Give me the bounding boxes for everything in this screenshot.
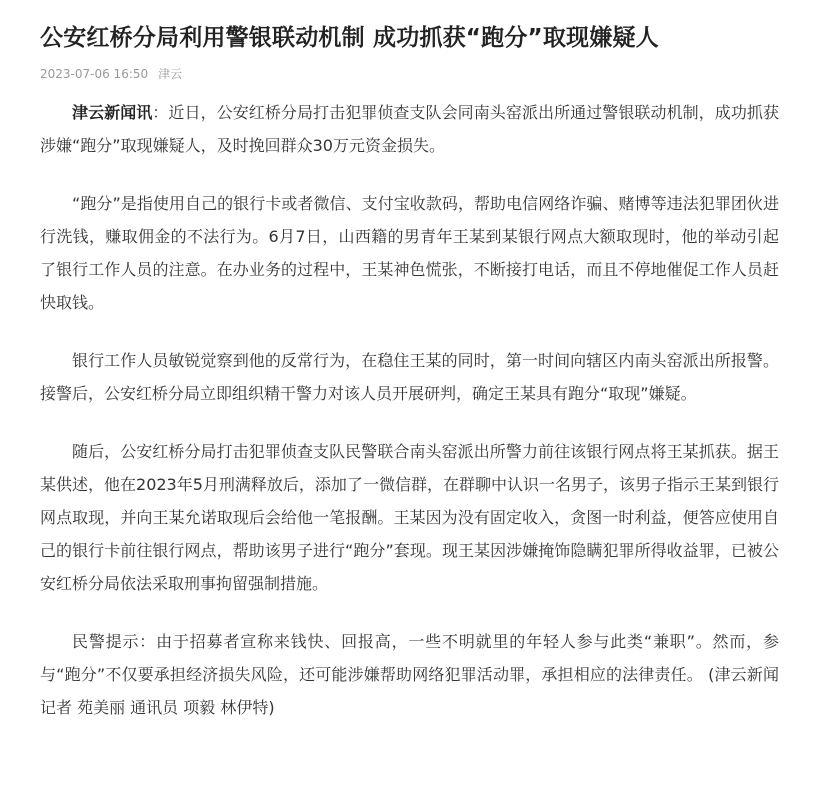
article-body [40, 96, 779, 724]
paragraph-bank-report: 银行工作人员敏锐觉察到他的反常行为，在稳住王某的同时，第一时间向辖区内南头窑派出所报警。接警后，公安红桥分局立即组织精干警力对该人员开展研判，确定王某具有跑分“取现”嫌疑。 [40, 351, 779, 403]
paragraph-arrest: 随后，公安红桥分局打击犯罪侦查支队民警联合南头窑派出所警力前往该银行网点将王某抓获。据王某供述，他在2023年5月刑满释放后，添加了一微信群，在群聊中认识一名男子，该男子指示王某到银行网点取现，并向王某允诺取现后会给他一笔报酬。王某因为没有固定收入，贪图一时利益，便答应使用自己的银行卡前往银行网点，帮助该男子进行“跑分”套现。现王某因涉嫌掩饰隐瞒犯罪所得收益罪，已被公安红桥分局依法采取刑事拘留强制措施。 [40, 442, 779, 593]
paragraph-warning: 民警提示：由于招募者宣称来钱快、回报高，一些不明就里的年轻人参与此类“兼职”。然而，参与“跑分”不仅要承担经济损失风险，还可能涉嫌帮助网络犯罪活动罪，承担相应的法律责任。 (津云新闻记者 苑美丽 通讯员 项毅 林伊特) [40, 632, 779, 717]
paragraph-definition: “跑分”是指使用自己的银行卡或者微信、支付宝收款码，帮助电信网络诈骗、赌博等违法犯罪团伙进行洗钱，赚取佣金的不法行为。6月7日，山西籍的男青年王某到某银行网点大额取现时，他的举动引起了银行工作人员的注意。在办业务的过程中，王某神色慌张，不断接打电话，而且不停地催促工作人员赶快取钱。 [40, 194, 779, 312]
paragraph-lead [40, 96, 779, 162]
article-meta [40, 66, 779, 82]
news-agency-lead: 津云新闻讯 [72, 103, 153, 122]
publish-datetime: 2023-07-06 16:50 [40, 67, 149, 81]
article-source[interactable]: 津云 [158, 67, 183, 81]
paragraph-text: ：近日，公安红桥分局打击犯罪侦查支队会同南头窑派出所通过警银联动机制，成功抓获涉嫌“跑分”取现嫌疑人，及时挽回群众30万元资金损失。 [40, 103, 779, 155]
article-title: 公安红桥分局利用警银联动机制 成功抓获“跑分”取现嫌疑人 [40, 25, 659, 51]
